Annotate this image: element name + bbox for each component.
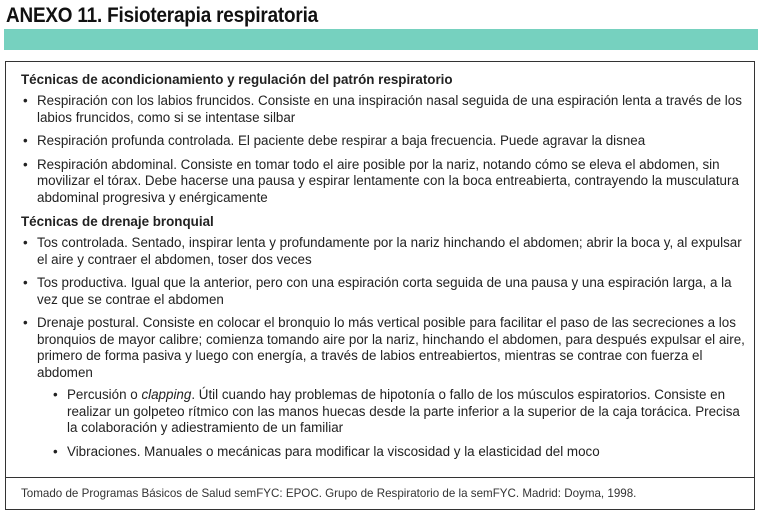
header-band [4, 29, 758, 50]
list-item-controlled-deep: • Respiración profunda controlada. El paciente debe respirar a baja frecuencia. Puede agravar la disnea [21, 133, 746, 150]
sublist-item-vibrations: • Vibraciones. Manuales o mecánicas para modificar la viscosidad y la elasticidad del moco [37, 444, 746, 461]
source-citation: Tomado de Programas Básicos de Salud semFYC: EPOC. Grupo de Respiratorio de la semFYC. Madrid: Doyma, 1998. [21, 487, 637, 500]
section-heading-breathing: Técnicas de acondicionamiento y regulación del patrón respiratorio [21, 72, 453, 87]
list-item-postural-drainage [21, 315, 746, 460]
postural-drainage-text: • Drenaje postural. Consiste en colocar el bronquio lo más vertical posible para facilitar el paso de las secreciones a los bronquios de mayor calibre; comienza tomando aire por la nariz, hinchando el abdomen, para después expulsar el aire, primero de forma pasiva y luego con energía, a través de labios entreabiertos, mientras se contrae con fuerza el abdomen [37, 315, 745, 380]
postural-drainage-sublist [37, 387, 746, 460]
sublist-item-percussion [37, 387, 746, 437]
list-item-abdominal: • Respiración abdominal. Consiste en tomar todo el aire posible por la nariz, notando cómo se eleva el abdomen, sin movilizar el tórax. Debe hacerse una pausa y espirar lentamente con la boca entreabierta, contrayendo la musculatura abdominal progresiva y enérgicamente [21, 157, 746, 207]
list-item-productive-cough: • Tos productiva. Igual que la anterior, pero con una espiración corta seguida de una pausa y una espiración larga, a la vez que se contrae el abdomen [21, 275, 746, 308]
content-box [5, 61, 755, 510]
section-heading-drainage: Técnicas de drenaje bronquial [21, 214, 214, 229]
percussion-prefix: Percusión o [67, 387, 142, 402]
percussion-clapping-term: clapping [141, 387, 192, 402]
list-item-controlled-cough: • Tos controlada. Sentado, inspirar lenta y profundamente por la nariz hinchando el abdomen; abrir la boca y, al expulsar el aire y contraer el abdomen, toser dos veces [21, 235, 746, 268]
breathing-techniques-list [21, 93, 746, 206]
footer-divider [6, 477, 754, 478]
drainage-techniques-list [21, 235, 746, 460]
content-body [21, 71, 746, 467]
percussion-description: . Útil cuando hay problemas de hipotonía o fallo de los músculos espiratorios. Consiste en realizar un golpeteo rítmico con las manos huecas desde la parte inferior a la superior de la caja torácica. Precisa la colaboración y adiestramiento de un familiar [67, 387, 740, 435]
annex-title: ANEXO 11. Fisioterapia respiratoria [6, 4, 318, 27]
list-item-pursed-lips: • Respiración con los labios fruncidos. Consiste en una inspiración nasal seguida de una espiración lenta a través de los labios fruncidos, como si se intentase silbar [21, 93, 746, 126]
